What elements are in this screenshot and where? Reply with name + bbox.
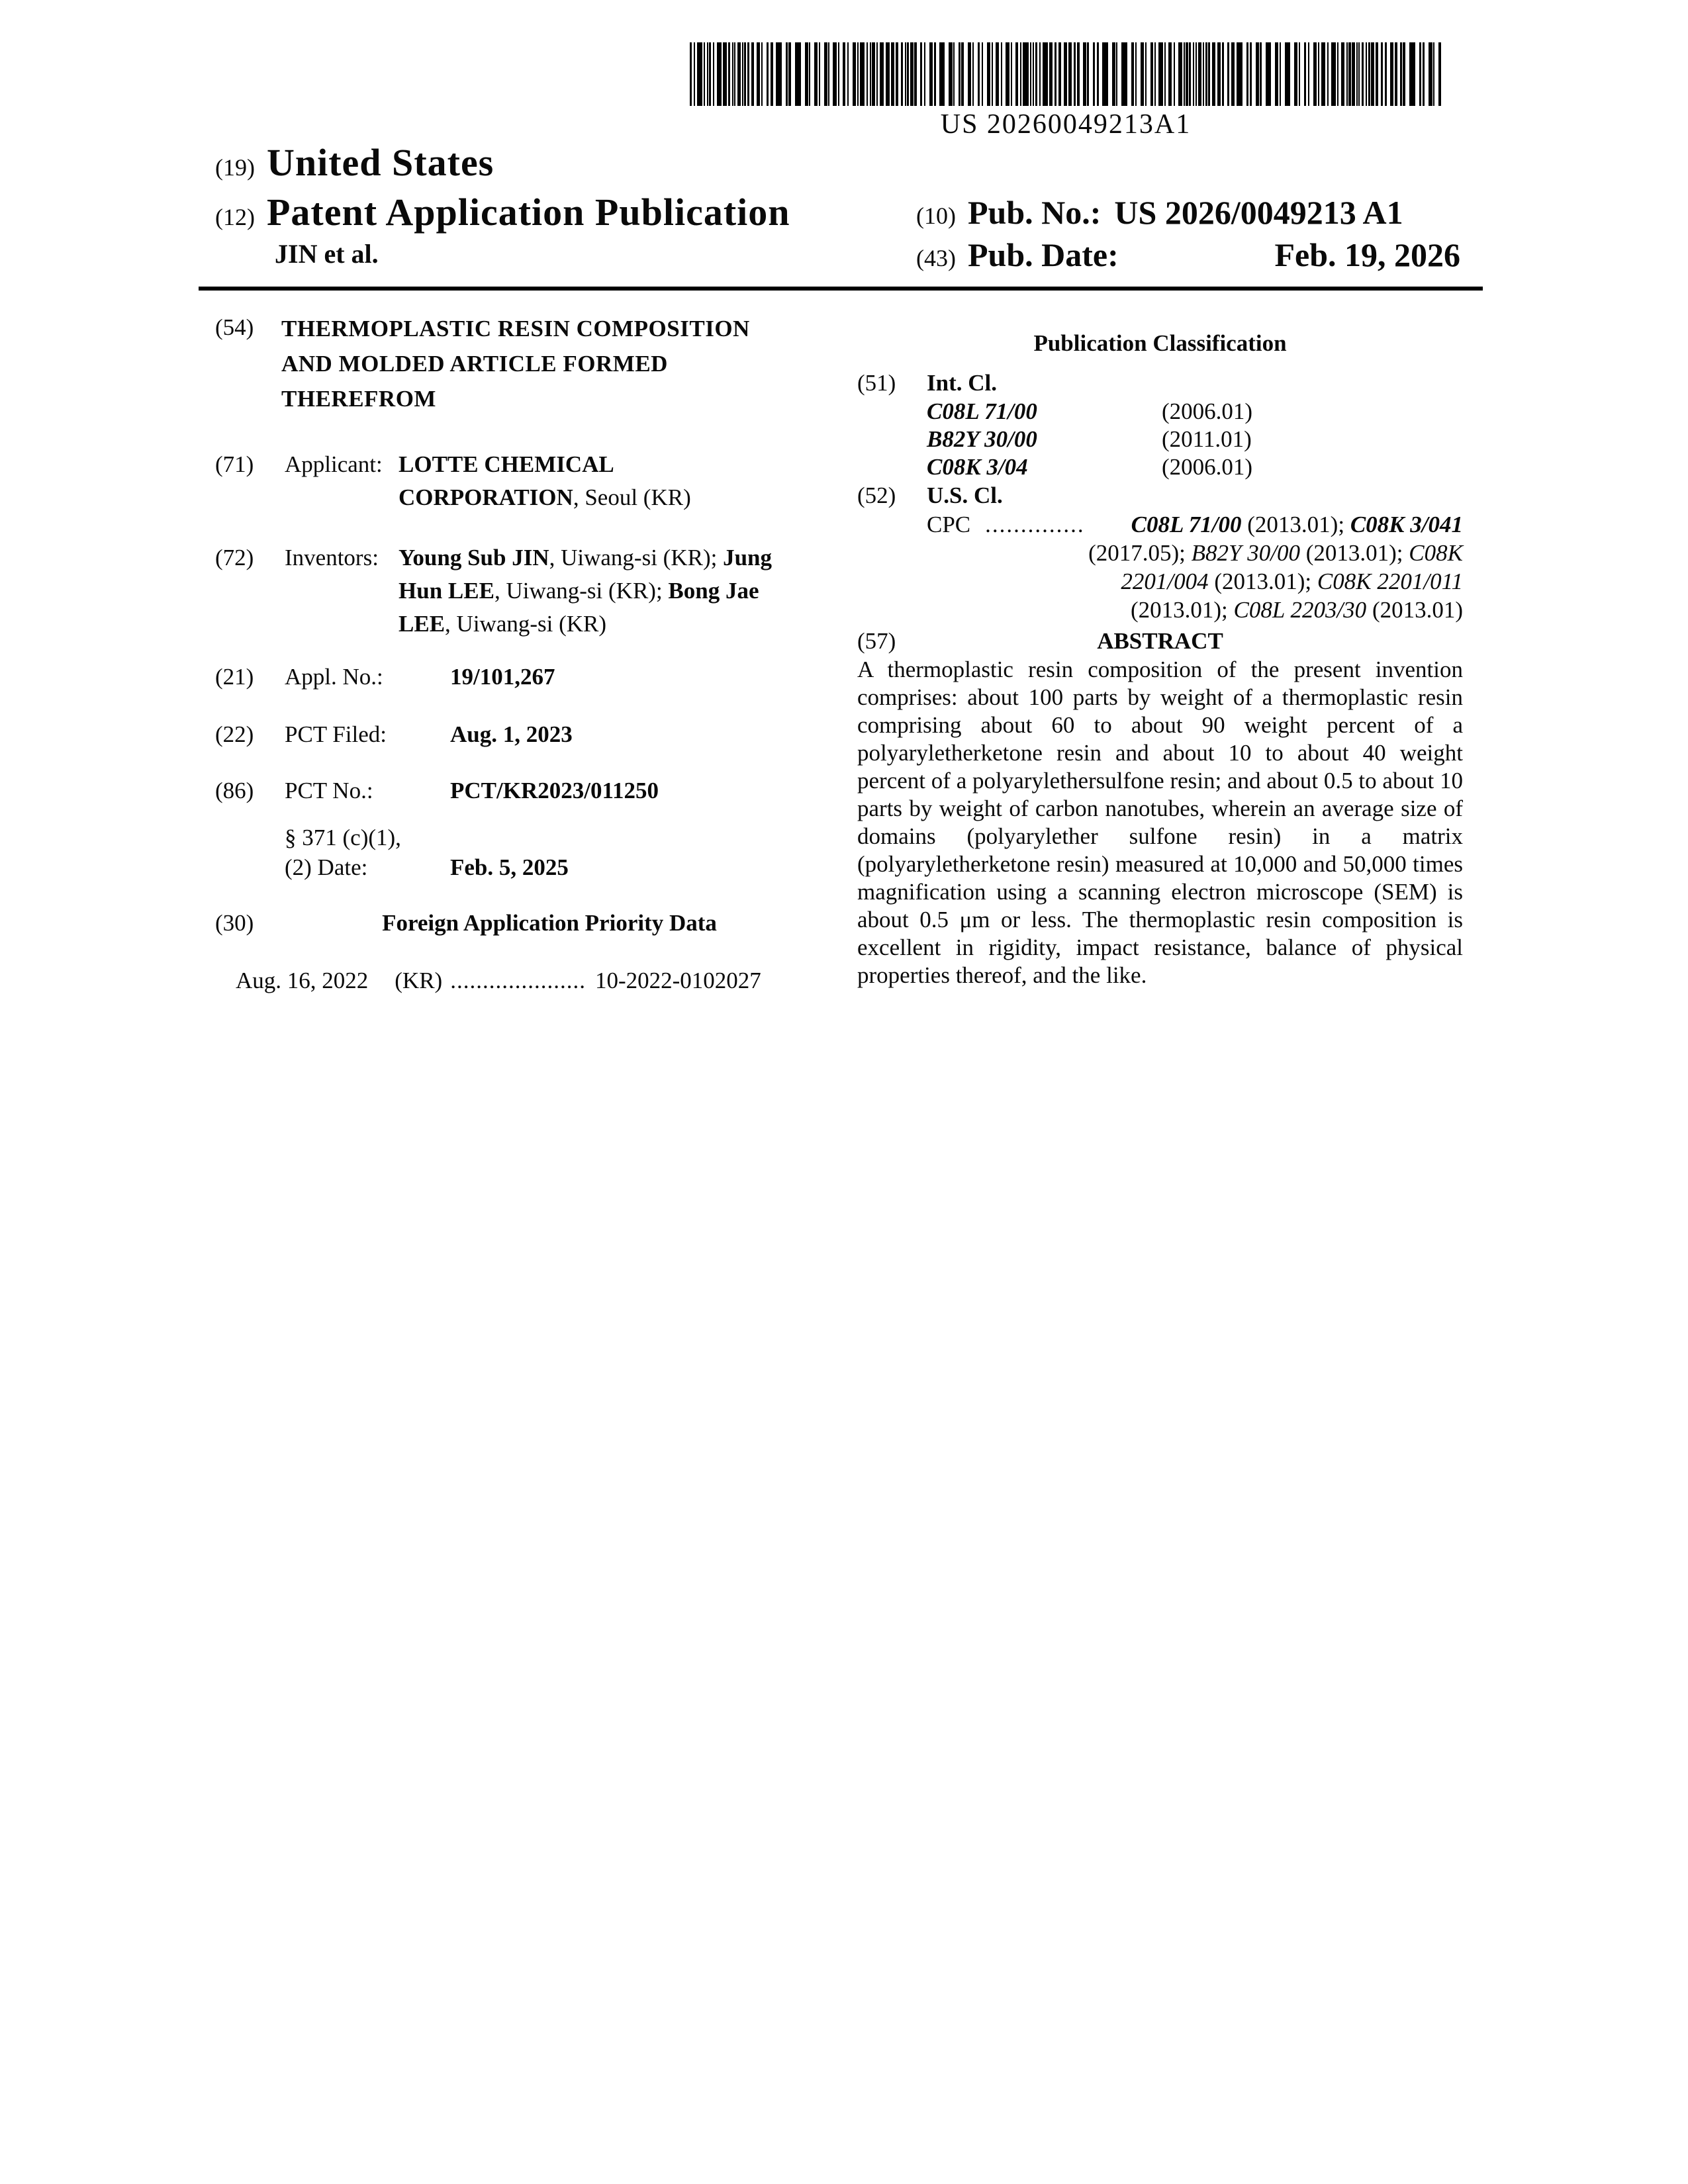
- pub-date-line: [916, 236, 1460, 274]
- int-cl-version: (2006.01): [1162, 454, 1253, 480]
- invention-title: THERMOPLASTIC RESIN COMPOSITION AND MOLDED ARTICLE FORMED THEREFROM: [281, 316, 750, 412]
- int-cl-row: [857, 369, 1463, 398]
- cpc-label: CPC: [927, 512, 971, 537]
- header-kind-line: [215, 190, 790, 234]
- int-cl-code: C08L 71/00: [927, 398, 1037, 424]
- pct-filed-value: Aug. 1, 2023: [450, 721, 573, 747]
- cpc-codes: C08L 71/00 (2013.01); C08K 3/041: [1131, 512, 1463, 537]
- inventors-label: Inventors:: [285, 545, 379, 570]
- inid-57: (57): [857, 628, 896, 654]
- pub-no-label: Pub. No.:: [967, 194, 1102, 231]
- int-cl-code: B82Y 30/00: [927, 426, 1037, 452]
- authors: JIN et al.: [275, 239, 379, 269]
- inid-54: (54): [215, 314, 254, 340]
- publication-classification-heading: Publication Classification: [1033, 330, 1287, 356]
- int-cl-version: (2011.01): [1162, 426, 1252, 452]
- left-column: [215, 311, 814, 997]
- applicant-row: [215, 448, 814, 514]
- int-cl-code: C08K 3/04: [927, 454, 1028, 480]
- inventors-value: Young Sub JIN, Uiwang-si (KR); Jung Hun LEE, Uiwang-si (KR); Bong Jae LEE, Uiwang-si (KR): [399, 545, 773, 637]
- cpc-line: [927, 510, 1463, 539]
- title-row: [215, 311, 814, 416]
- section-371-date-value: Feb. 5, 2025: [450, 854, 569, 880]
- abstract-text: A thermoplastic resin composition of the present invention comprises: about 100 parts by weight of a thermoplastic resin comprising about 60 to about 90 weight percent of a polyaryletherketone resin and about 10 to about 40 weight percent of a polyarylethersulfone resin; and about 0.5 to about 10 parts by weight of carbon nanotubes, wherein an average size of domains (polyarylether sulfone resin) in a matrix (polyaryletherketone resin) measured at 10,000 and 50,000 times magnification using a scanning electron microscope (SEM) is about 0.5 μm or less. The thermoplastic resin composition is excellent in rigidity, impact resistance, balance of physical properties thereof, and the like.: [857, 657, 1463, 988]
- pub-date-label: Pub. Date:: [967, 236, 1119, 273]
- cpc-line: (2017.05); B82Y 30/00 (2013.01); C08K: [1088, 540, 1463, 566]
- pct-no-row: [215, 774, 814, 807]
- inid-12: (12): [215, 204, 255, 230]
- cpc-leader-dots: ..............: [985, 512, 1085, 537]
- cpc-block: [927, 510, 1463, 624]
- priority-data-row: [215, 964, 814, 997]
- abstract-heading-row: [857, 627, 1463, 656]
- applicant-label: Applicant:: [285, 451, 383, 477]
- inid-86: (86): [215, 778, 254, 803]
- barcode-text: US 20260049213A1: [940, 109, 1192, 140]
- country-name: United States: [266, 141, 494, 184]
- inventors-row: [215, 541, 814, 641]
- appl-no-value: 19/101,267: [450, 664, 555, 690]
- section-371-date-row: [285, 852, 814, 882]
- section-371-block: [285, 823, 814, 882]
- inid-51: (51): [857, 370, 896, 396]
- pct-filed-row: [215, 718, 814, 751]
- pct-filed-label: PCT Filed:: [285, 721, 387, 747]
- appl-no-label: Appl. No.:: [285, 664, 383, 690]
- pub-date-value: Feb. 19, 2026: [1274, 236, 1460, 273]
- pub-no-line: [916, 193, 1460, 232]
- publication-kind: Patent Application Publication: [266, 191, 790, 234]
- section-371-line: § 371 (c)(1),: [285, 825, 401, 850]
- applicant-value: LOTTE CHEMICAL CORPORATION, Seoul (KR): [399, 451, 691, 510]
- inid-10: (10): [916, 203, 956, 229]
- inid-22: (22): [215, 721, 254, 747]
- int-cl-version: (2006.01): [1162, 398, 1253, 424]
- us-cl-label: U.S. Cl.: [927, 482, 1003, 508]
- priority-country: (KR): [395, 968, 443, 993]
- inid-19: (19): [215, 154, 255, 181]
- int-cl-table: [927, 398, 1463, 481]
- us-cl-row: [857, 481, 1463, 510]
- header-divider-rule: [199, 287, 1483, 291]
- priority-number: 10-2022-0102027: [594, 968, 761, 993]
- foreign-priority-heading-row: [215, 907, 814, 940]
- cpc-line: 2201/004 (2013.01); C08K 2201/011: [1121, 569, 1463, 594]
- int-cl-entry: [927, 453, 1463, 481]
- inid-30: (30): [215, 910, 254, 936]
- cpc-line: (2013.01); C08L 2203/30 (2013.01): [1130, 597, 1463, 623]
- priority-leader-dots: .....................: [450, 968, 586, 993]
- pct-no-value: PCT/KR2023/011250: [450, 778, 659, 803]
- appl-no-row: [215, 660, 814, 694]
- inid-72: (72): [215, 545, 254, 570]
- header-country-line: [215, 140, 494, 185]
- inid-71: (71): [215, 451, 254, 477]
- int-cl-entry: [927, 426, 1463, 453]
- pct-no-label: PCT No.:: [285, 778, 373, 803]
- inid-21: (21): [215, 664, 254, 690]
- int-cl-label: Int. Cl.: [927, 370, 997, 396]
- int-cl-entry: [927, 398, 1463, 426]
- inid-52: (52): [857, 482, 896, 508]
- pub-no-value: US 2026/0049213 A1: [1114, 194, 1403, 231]
- inid-43: (43): [916, 245, 956, 271]
- priority-date: Aug. 16, 2022: [236, 968, 369, 993]
- right-column: [857, 311, 1463, 989]
- abstract-heading: ABSTRACT: [1097, 628, 1223, 654]
- section-371-date-label: (2) Date:: [285, 854, 368, 880]
- foreign-priority-heading: Foreign Application Priority Data: [382, 910, 717, 936]
- barcode: [690, 42, 1442, 106]
